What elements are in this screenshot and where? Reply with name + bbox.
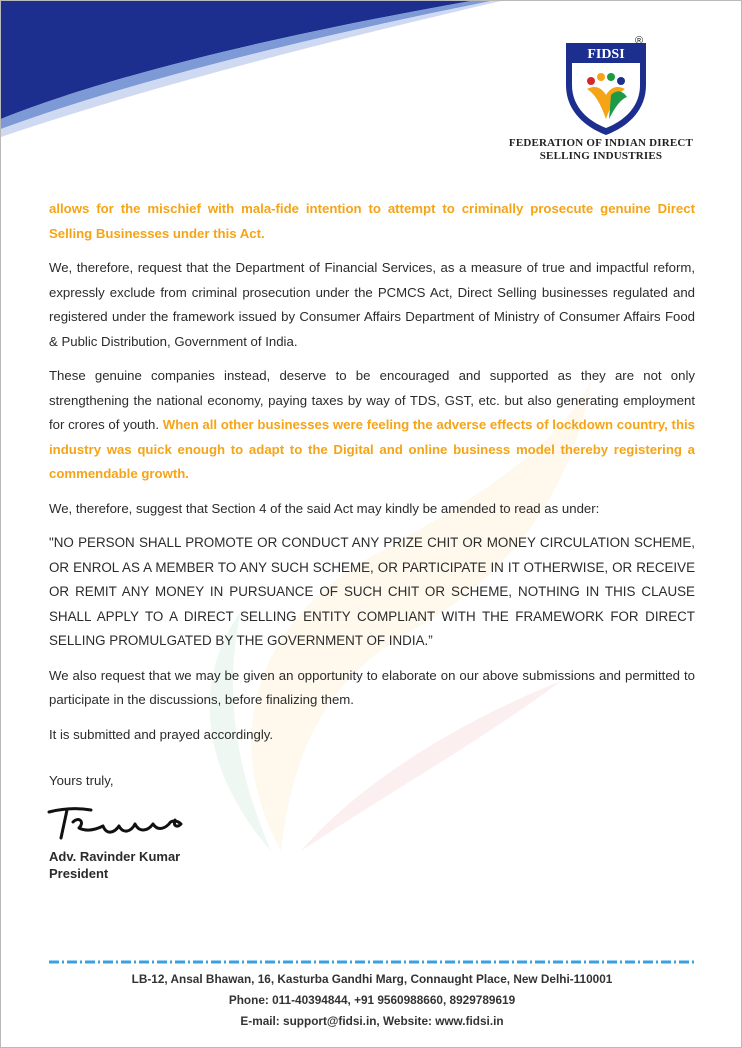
footer-email-website: E-mail: support@fidsi.in, Website: www.fidsi.in: [240, 1014, 504, 1028]
signature-image: [45, 802, 195, 844]
letter-body: [49, 197, 695, 882]
footer-address: LB-12, Ansal Bhawan, 16, Kasturba Gandhi Marg, Connaught Place, New Delhi-110001: [131, 972, 613, 986]
signer-name: Adv. Ravinder Kumar: [49, 848, 181, 864]
signer-title: President: [49, 865, 109, 881]
logo-people-icon: [587, 77, 595, 85]
footer-phone: Phone: 011-40394844, +91 9560988660, 8929789619: [228, 993, 516, 1007]
paragraph-3: [49, 364, 695, 487]
paragraph-1-highlight: allows for the mischief with mala-fide intention to attempt to criminally prosecute genuine Direct Selling Businesses under this Act.: [49, 201, 695, 241]
salutation: Yours truly,: [49, 773, 114, 788]
paragraph-3-text: These genuine companies instead, deserve to be encouraged and supported as they are not only strengthening the national economy, paying taxes by way of TDS, GST, etc. but also generating employment for crores of youth.: [49, 368, 695, 432]
organization-name: [501, 137, 701, 163]
footer-divider: [49, 959, 695, 965]
paragraph-6: We also request that we may be given an opportunity to elaborate on our above submissions and permitted to participate in the discussions, before finalizing them.: [49, 667, 695, 707]
paragraph-2: We, therefore, request that the Department of Financial Services, as a measure of true and impactful reform, expressly exclude from criminal prosecution under the PCMCS Act, Direct Selling businesses regulated and registered under the framework issued by Consumer Affairs Department of Ministry of Consumer Affairs Food & Public Distribution, Government of India.: [49, 260, 695, 349]
footer-contact: [49, 969, 695, 1032]
registered-mark: ®: [635, 35, 644, 47]
fidsi-logo: [561, 37, 651, 137]
closing-block: [49, 769, 695, 882]
org-name-line2: SELLING INDUSTRIES: [539, 150, 663, 162]
org-name-line1: FEDERATION OF INDIAN DIRECT: [508, 137, 694, 149]
paragraph-4: We, therefore, suggest that Section 4 of the said Act may kindly be amended to read as under:: [49, 500, 600, 516]
paragraph-7: It is submitted and prayed accordingly.: [49, 726, 274, 742]
paragraph-3-highlight: When all other businesses were feeling the adverse effects of lockdown country, this industry was quick enough to adapt to the Digital and online business model thereby registering a commendable growth.: [49, 417, 695, 481]
logo-text: FIDSI: [587, 47, 625, 62]
amendment-quote: "NO PERSON SHALL PROMOTE OR CONDUCT ANY PRIZE CHIT OR MONEY CIRCULATION SCHEME, OR ENROL AS A MEMBER TO ANY SUCH SCHEME, OR PARTICIPATE IN IT OTHERWISE, OR RECEIVE OR REMIT ANY MONEY IN PURSUANCE OF SUCH CHIT OR SCHEME, NOTHING IN THIS CLAUSE SHALL APPLY TO A DIRECT SELLING ENTITY COMPLIANT WITH THE FRAMEWORK FOR DIRECT SELLING PROMULGATED BY THE GOVERNMENT OF INDIA.”: [49, 535, 695, 648]
